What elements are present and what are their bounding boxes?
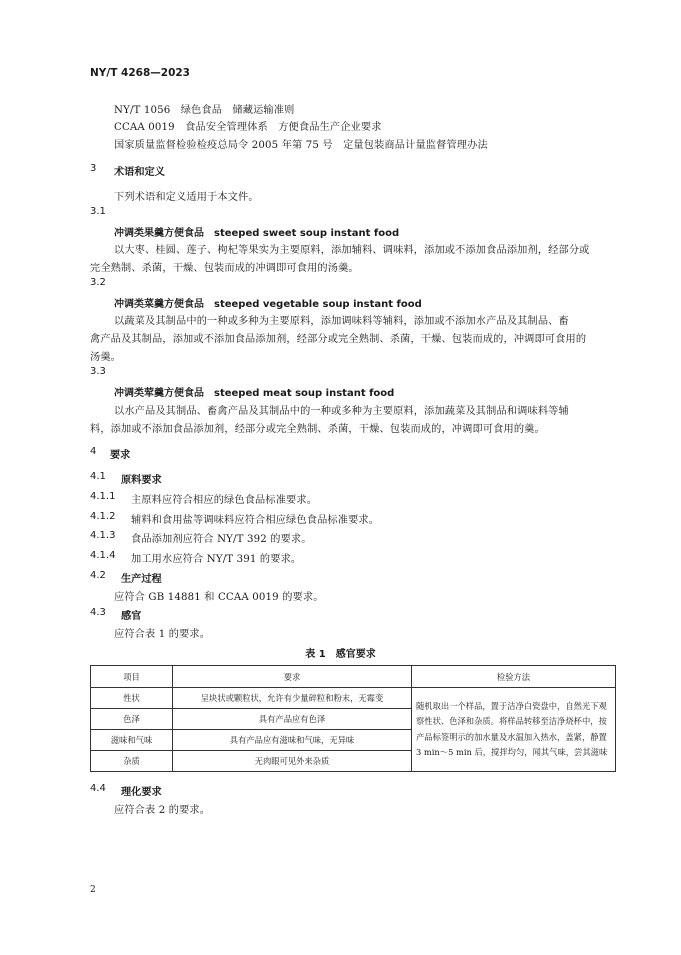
row-requirement: 具有产品应有滋味和气味，无异味	[173, 730, 412, 751]
test-method: 随机取出一个样品，置于洁净白瓷盘中，自然光下观察性状、色泽和杂质。将样品转移至洁净烧杯中，按产品标签明示的加水量及水温加入热水，盖紧，静置 3 min～5 min 后，搅拌均匀，闻其气味，尝其滋味	[412, 688, 616, 772]
subsection-number: 4.1	[90, 471, 106, 482]
page-number: 2	[90, 885, 96, 895]
clause-number: 4.1.2	[90, 511, 116, 522]
subsection-title: 原料要求	[121, 475, 162, 486]
table-header-row	[91, 666, 616, 688]
term-title: 冲调类果羹方便食品 steeped sweet soup instant food	[114, 228, 400, 239]
term-number: 3.1	[90, 206, 106, 217]
clause-text: 辅料和食用盐等调味料应符合相应绿色食品标准要求。	[131, 515, 380, 526]
ref-item: CCAA 0019 食品安全管理体系 方便食品生产企业要求	[114, 122, 382, 133]
row-item: 色泽	[91, 709, 173, 730]
header-item: 项目	[91, 666, 173, 688]
header-requirement: 要求	[173, 666, 412, 688]
row-requirement: 具有产品应有色泽	[173, 709, 412, 730]
term-title: 冲调类菜羹方便食品 steeped vegetable soup instant food	[114, 299, 422, 310]
row-requirement: 无肉眼可见外来杂质	[173, 751, 412, 772]
term-title: 冲调类荤羹方便食品 steeped meat soup instant food	[114, 388, 395, 399]
section-title: 术语和定义	[114, 167, 165, 178]
paragraph: 汤羹。	[90, 352, 122, 363]
section-title: 要求	[110, 450, 131, 461]
clause-text: 食品添加剂应符合 NY/T 392 的要求。	[131, 534, 312, 545]
subsection-number: 4.2	[90, 570, 106, 581]
subsection-number: 4.3	[90, 607, 106, 618]
subsection-title: 感官	[121, 611, 142, 622]
paragraph: 以蔬菜及其制品中的一种或多种为主要原料，添加调味料等辅料，添加或不添加水产品及其制品、畜	[114, 316, 569, 327]
paragraph: 禽产品及其制品，添加或不添加食品添加剂，经部分或完全熟制、杀菌，干燥、包装而成的，冲调即可食用的	[90, 334, 587, 345]
table-row	[91, 688, 616, 709]
paragraph: 应符合表 1 的要求。	[114, 629, 211, 640]
header-method: 检验方法	[412, 666, 616, 688]
row-item: 滋味和气味	[91, 730, 173, 751]
row-item: 杂质	[91, 751, 173, 772]
subsection-number: 4.4	[90, 783, 106, 794]
subsection-title: 生产过程	[121, 574, 162, 585]
row-requirement: 呈块状或颗粒状，允许有少量碎粒和粉末，无霉变	[173, 688, 412, 709]
term-number: 3.3	[90, 366, 106, 377]
ref-item: NY/T 1056 绿色食品 储藏运输准则	[114, 105, 295, 116]
paragraph: 料，添加或不添加食品添加剂，经部分或完全熟制、杀菌，干燥、包装而成的，冲调即可食用的羹。	[90, 424, 545, 435]
section-number: 4	[90, 446, 97, 457]
clause-number: 4.1.1	[90, 491, 116, 502]
clause-number: 4.1.3	[90, 530, 116, 541]
paragraph: 以水产品及其制品、畜禽产品及其制品中的一种或多种为主要原料，添加蔬菜及其制品和调味料等辅	[114, 406, 569, 417]
paragraph: 以大枣、桂圆、莲子、枸杞等果实为主要原料，添加辅料、调味料，添加或不添加食品添加剂，经部分或	[114, 245, 590, 256]
paragraph: 下列术语和定义适用于本文件。	[114, 192, 259, 203]
row-item: 性状	[91, 688, 173, 709]
sensory-table	[90, 665, 616, 772]
section-number: 3	[90, 163, 97, 174]
standard-number: NY/T 4268—2023	[90, 67, 190, 79]
paragraph: 应符合 GB 14881 和 CCAA 0019 的要求。	[114, 592, 324, 603]
ref-item: 国家质量监督检验检疫总局令 2005 年第 75 号 定量包装商品计量监督管理办法	[114, 140, 488, 151]
clause-text: 加工用水应符合 NY/T 391 的要求。	[131, 554, 302, 565]
clause-number: 4.1.4	[90, 550, 116, 561]
term-number: 3.2	[90, 277, 106, 288]
clause-text: 主原料应符合相应的绿色食品标准要求。	[131, 495, 318, 506]
table-caption: 表 1 感官要求	[305, 649, 376, 660]
paragraph: 应符合表 2 的要求。	[114, 805, 211, 816]
subsection-title: 理化要求	[121, 787, 162, 798]
paragraph: 完全熟制、杀菌，干燥、包装而成的冲调即可食用的汤羹。	[90, 263, 359, 274]
